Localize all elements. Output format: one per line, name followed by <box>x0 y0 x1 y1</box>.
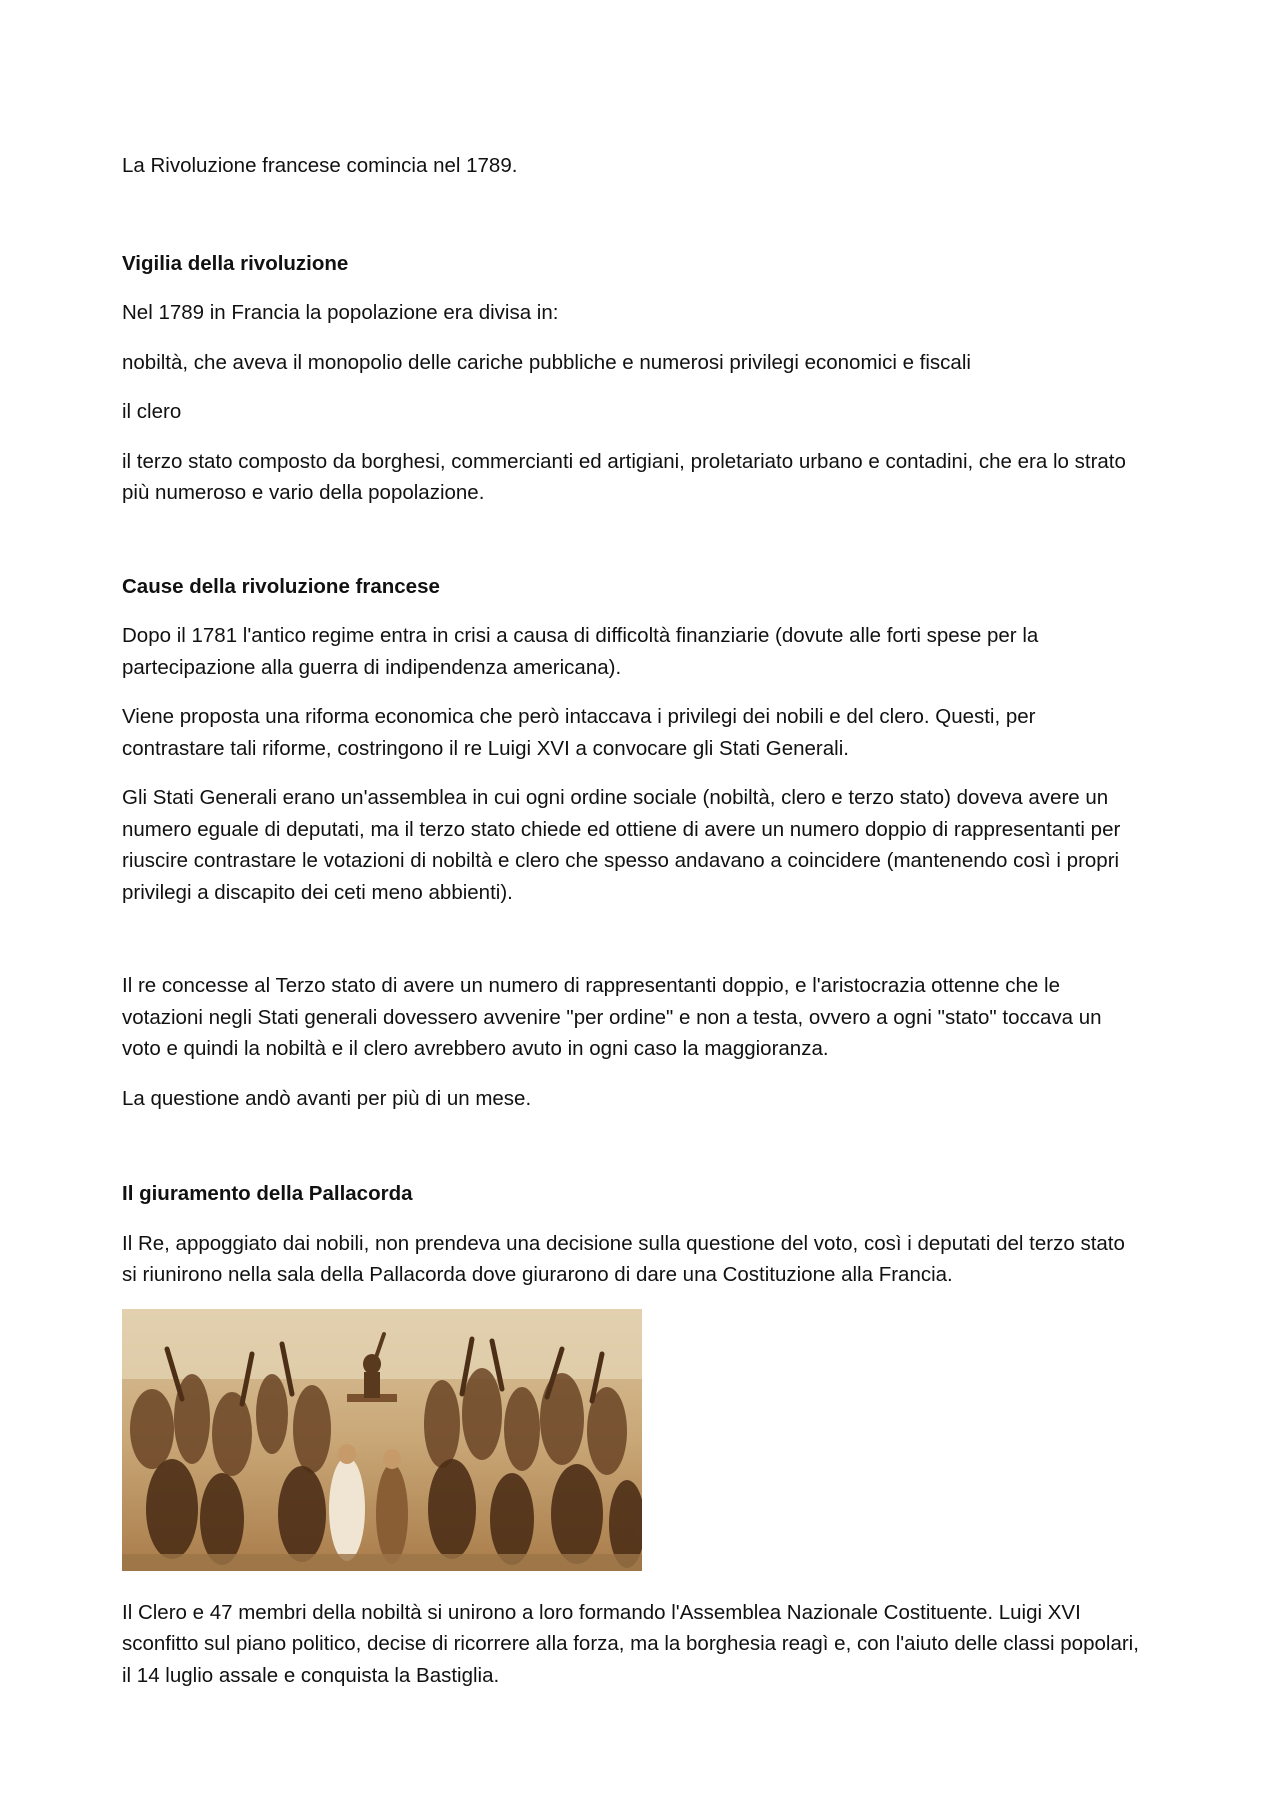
section-heading-cause: Cause della rivoluzione francese <box>122 574 440 598</box>
paragraph: il clero <box>122 400 182 423</box>
paragraph: Viene proposta una riforma economica che però intaccava i privilegi dei nobili e del clero. Questi, per contrastare tali riforme, costringono il re Luigi XVI a convocare gli Stati Generali. <box>122 705 1036 760</box>
spacer <box>122 1132 1142 1178</box>
document-page <box>122 150 1142 1709</box>
paragraph: Il Clero e 47 membri della nobiltà si unirono a loro formando l'Assemblea Nazionale Costituente. Luigi XVI sconfitto sul piano politico, decise di ricorrere alla forza, ma la borghesia reagì e, con l'aiuto delle classi popolari, il 14 luglio assale e conquista la Bastiglia. <box>122 1600 1139 1687</box>
paragraph: Il Re, appoggiato dai nobili, non prendeva una decisione sulla questione del voto, così i deputati del terzo stato si riunirono nella sala della Pallacorda dove giurarono di dare una Costituzione alla Francia. <box>122 1231 1125 1286</box>
paragraph: Dopo il 1781 l'antico regime entra in crisi a causa di difficoltà finanziarie (dovute alle forti spese per la partecipazione alla guerra di indipendenza americana). <box>122 624 1039 679</box>
spacer <box>122 200 1142 248</box>
section-heading-vigilia: Vigilia della rivoluzione <box>122 251 349 275</box>
spacer <box>122 527 1142 571</box>
painting-tennis-court-oath-icon <box>122 1309 642 1571</box>
paragraph: Gli Stati Generali erano un'assemblea in cui ogni ordine sociale (nobiltà, clero e terzo stato) doveva avere un numero eguale di deputati, ma il terzo stato chiede ed ottiene di avere un numero doppio di rappresentanti per riuscire contrastare le votazioni di nobiltà e clero che spesso andavano a coincidere (mantenendo così i propri privilegi a discapito dei ceti meno abbienti). <box>122 786 1121 904</box>
spacer <box>122 926 1142 970</box>
paragraph: La questione andò avanti per più di un mese. <box>122 1086 532 1110</box>
paragraph: il terzo stato composto da borghesi, commercianti ed artigiani, proletariato urbano e contadini, che era lo strato più numeroso e vario della popolazione. <box>122 449 1126 504</box>
intro-paragraph: La Rivoluzione francese comincia nel 1789. <box>122 154 518 177</box>
paragraph: nobiltà, che aveva il monopolio delle cariche pubbliche e numerosi privilegi economici e fiscali <box>122 350 971 374</box>
paragraph: Il re concesse al Terzo stato di avere un numero di rappresentanti doppio, e l'aristocrazia ottenne che le votazioni negli Stati generali dovessero avvenire "per ordine" e non a testa, ovvero a ogni "stato" toccava un voto e quindi la nobiltà e il clero avrebbero avuto in ogni caso la maggioranza. <box>122 974 1102 1060</box>
section-heading-pallacorda: Il giuramento della Pallacorda <box>122 1182 413 1205</box>
paragraph: Nel 1789 in Francia la popolazione era divisa in: <box>122 301 559 324</box>
